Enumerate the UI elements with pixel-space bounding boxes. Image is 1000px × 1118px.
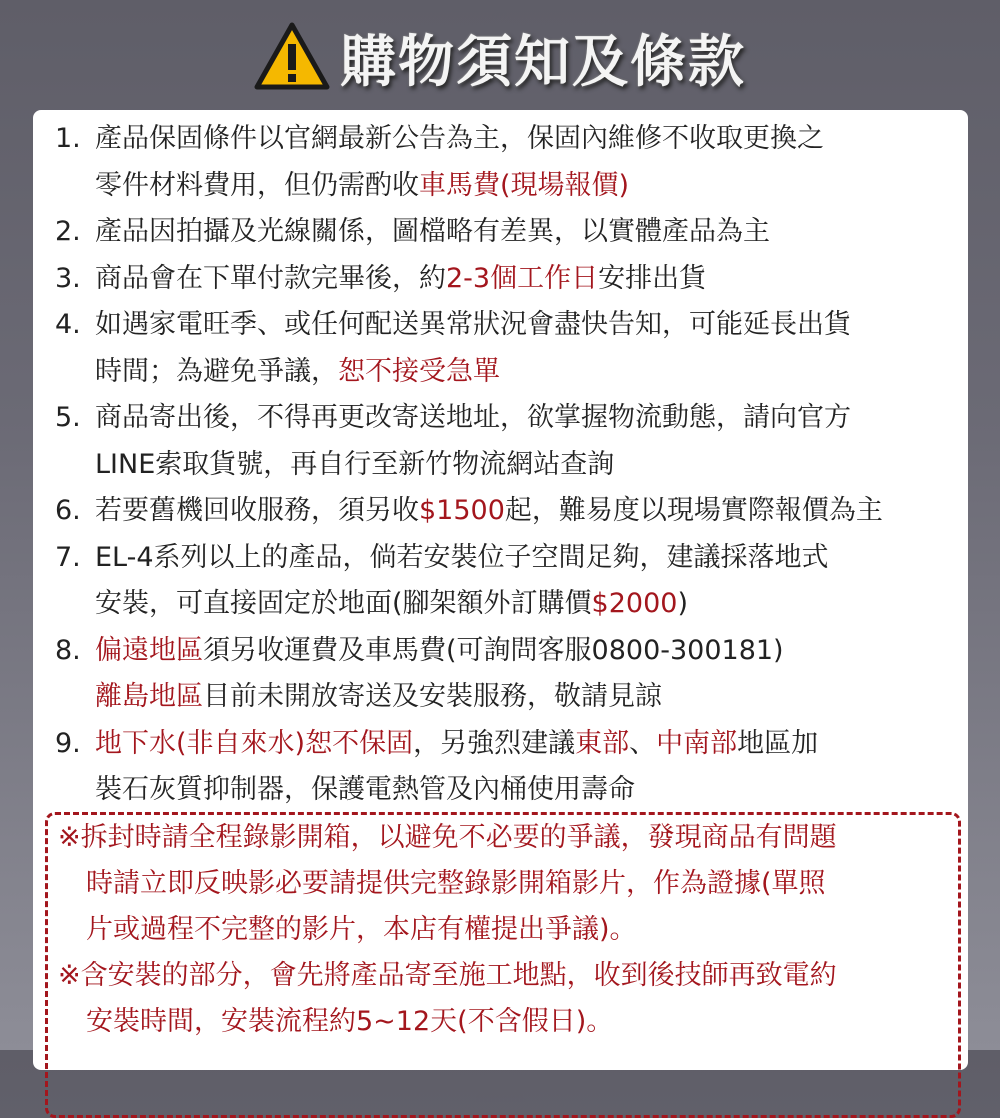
- item-text: [95, 302, 851, 349]
- notice-box: [45, 812, 961, 1118]
- text-segment: 產品保固條件以官網最新公告為主，保固內維修不收取更換之: [95, 123, 824, 154]
- item-text: [95, 721, 818, 768]
- text-segment: 產品因拍攝及光線關係，圖檔略有差異，以實體產品為主: [95, 216, 770, 247]
- page-title: 購物須知及條款: [340, 30, 746, 95]
- highlight-text: 偏遠地區: [95, 634, 203, 666]
- text-segment: 零件材料費用，但仍需酌收: [95, 169, 419, 201]
- item-text: [95, 116, 824, 163]
- item-number: 8.: [55, 634, 81, 666]
- item-text: [95, 395, 851, 442]
- text-segment: 商品會在下單付款完畢後，約: [95, 262, 446, 294]
- notice-line: 時請立即反映影必要請提供完整錄影開箱影片，作為證據(單照: [86, 868, 826, 899]
- highlight-text: 地下水(非自來水)恕不保固: [95, 727, 414, 759]
- highlight-text: 離島地區: [95, 681, 203, 712]
- term-item-line: [55, 721, 955, 768]
- text-segment: 安裝，可直接固定於地面(腳架額外訂購價: [95, 588, 592, 619]
- item-number: 5.: [55, 402, 81, 433]
- item-text: [95, 442, 614, 489]
- term-item-line: [55, 488, 955, 535]
- item-number: 1.: [55, 123, 81, 154]
- text-segment: 安排出貨: [598, 262, 707, 294]
- term-item-line: [55, 767, 955, 814]
- text-segment: EL-4系列以上的產品，倘若安裝位子空間足夠，建議採落地式: [95, 541, 829, 573]
- notice-line: ※拆封時請全程錄影開箱，以避免不必要的爭議，發現商品有問題: [58, 822, 837, 853]
- term-item-line: [55, 395, 955, 442]
- term-item-line: [55, 163, 955, 210]
- item-number: 3.: [55, 262, 81, 294]
- text-segment: 時間；為避免爭議，: [95, 355, 338, 387]
- text-segment: 起，難易度以現場實際報價為主: [504, 495, 883, 526]
- text-segment: 須另收運費及車馬費(可詢問客服0800-300181): [203, 634, 784, 666]
- item-text: [95, 628, 784, 675]
- page-header: [0, 18, 1000, 98]
- term-item-line: [55, 442, 955, 489]
- term-item-line: [55, 535, 955, 582]
- highlight-text: 恕不接受急單: [338, 355, 500, 387]
- text-segment: 若要舊機回收服務，須另收: [95, 495, 419, 526]
- text-segment: LINE索取貨號，再自行至新竹物流網站查詢: [95, 448, 615, 480]
- term-item-line: [55, 209, 955, 256]
- highlight-text: $1500: [419, 495, 505, 526]
- term-item-line: [55, 349, 955, 396]
- warning-icon: [254, 22, 330, 94]
- notice-line: ※含安裝的部分，會先將產品寄至施工地點，收到後技師再致電約: [58, 960, 837, 991]
- item-text: [95, 209, 770, 256]
- highlight-text: 東部: [575, 727, 630, 759]
- term-item-line: [55, 628, 955, 675]
- item-text: [95, 767, 635, 814]
- text-segment: 裝石灰質抑制器，保護電熱管及內桶使用壽命: [95, 774, 635, 805]
- text-segment: 、: [629, 727, 657, 759]
- item-text: [95, 349, 500, 396]
- highlight-text: $2000: [591, 588, 678, 619]
- highlight-text: 2-3個工作日: [446, 262, 599, 294]
- text-segment: ，另強烈建議: [413, 727, 576, 759]
- item-number: 9.: [55, 727, 81, 759]
- notice-line: 安裝時間，安裝流程約5~12天(不含假日)。: [86, 1006, 614, 1037]
- item-number: 2.: [55, 216, 81, 247]
- text-segment: 地區加: [737, 727, 819, 759]
- terms-card: [33, 110, 968, 1070]
- term-item-line: [55, 256, 955, 303]
- text-segment: 商品寄出後，不得再更改寄送地址，欲掌握物流動態，請向官方: [95, 402, 851, 433]
- term-item-line: [55, 674, 955, 721]
- term-item-line: [55, 116, 955, 163]
- item-text: [95, 535, 829, 582]
- item-number: 6.: [55, 495, 81, 526]
- item-number: 4.: [55, 309, 81, 340]
- highlight-text: 車馬費(現場報價): [419, 169, 630, 201]
- item-text: [95, 488, 883, 535]
- term-item-line: [55, 581, 955, 628]
- highlight-text: 中南部: [656, 727, 738, 759]
- item-text: [95, 256, 706, 303]
- notice-line: 片或過程不完整的影片，本店有權提出爭議)。: [86, 914, 637, 945]
- item-text: [95, 674, 662, 721]
- item-text: [95, 163, 629, 210]
- term-item-line: [55, 302, 955, 349]
- item-number: 7.: [55, 541, 81, 573]
- terms-list: [55, 116, 955, 814]
- text-segment: ): [677, 588, 688, 619]
- text-segment: 目前未開放寄送及安裝服務，敬請見諒: [203, 681, 662, 712]
- item-text: [95, 581, 688, 628]
- text-segment: 如遇家電旺季、或任何配送異常狀況會盡快告知，可能延長出貨: [95, 309, 851, 340]
